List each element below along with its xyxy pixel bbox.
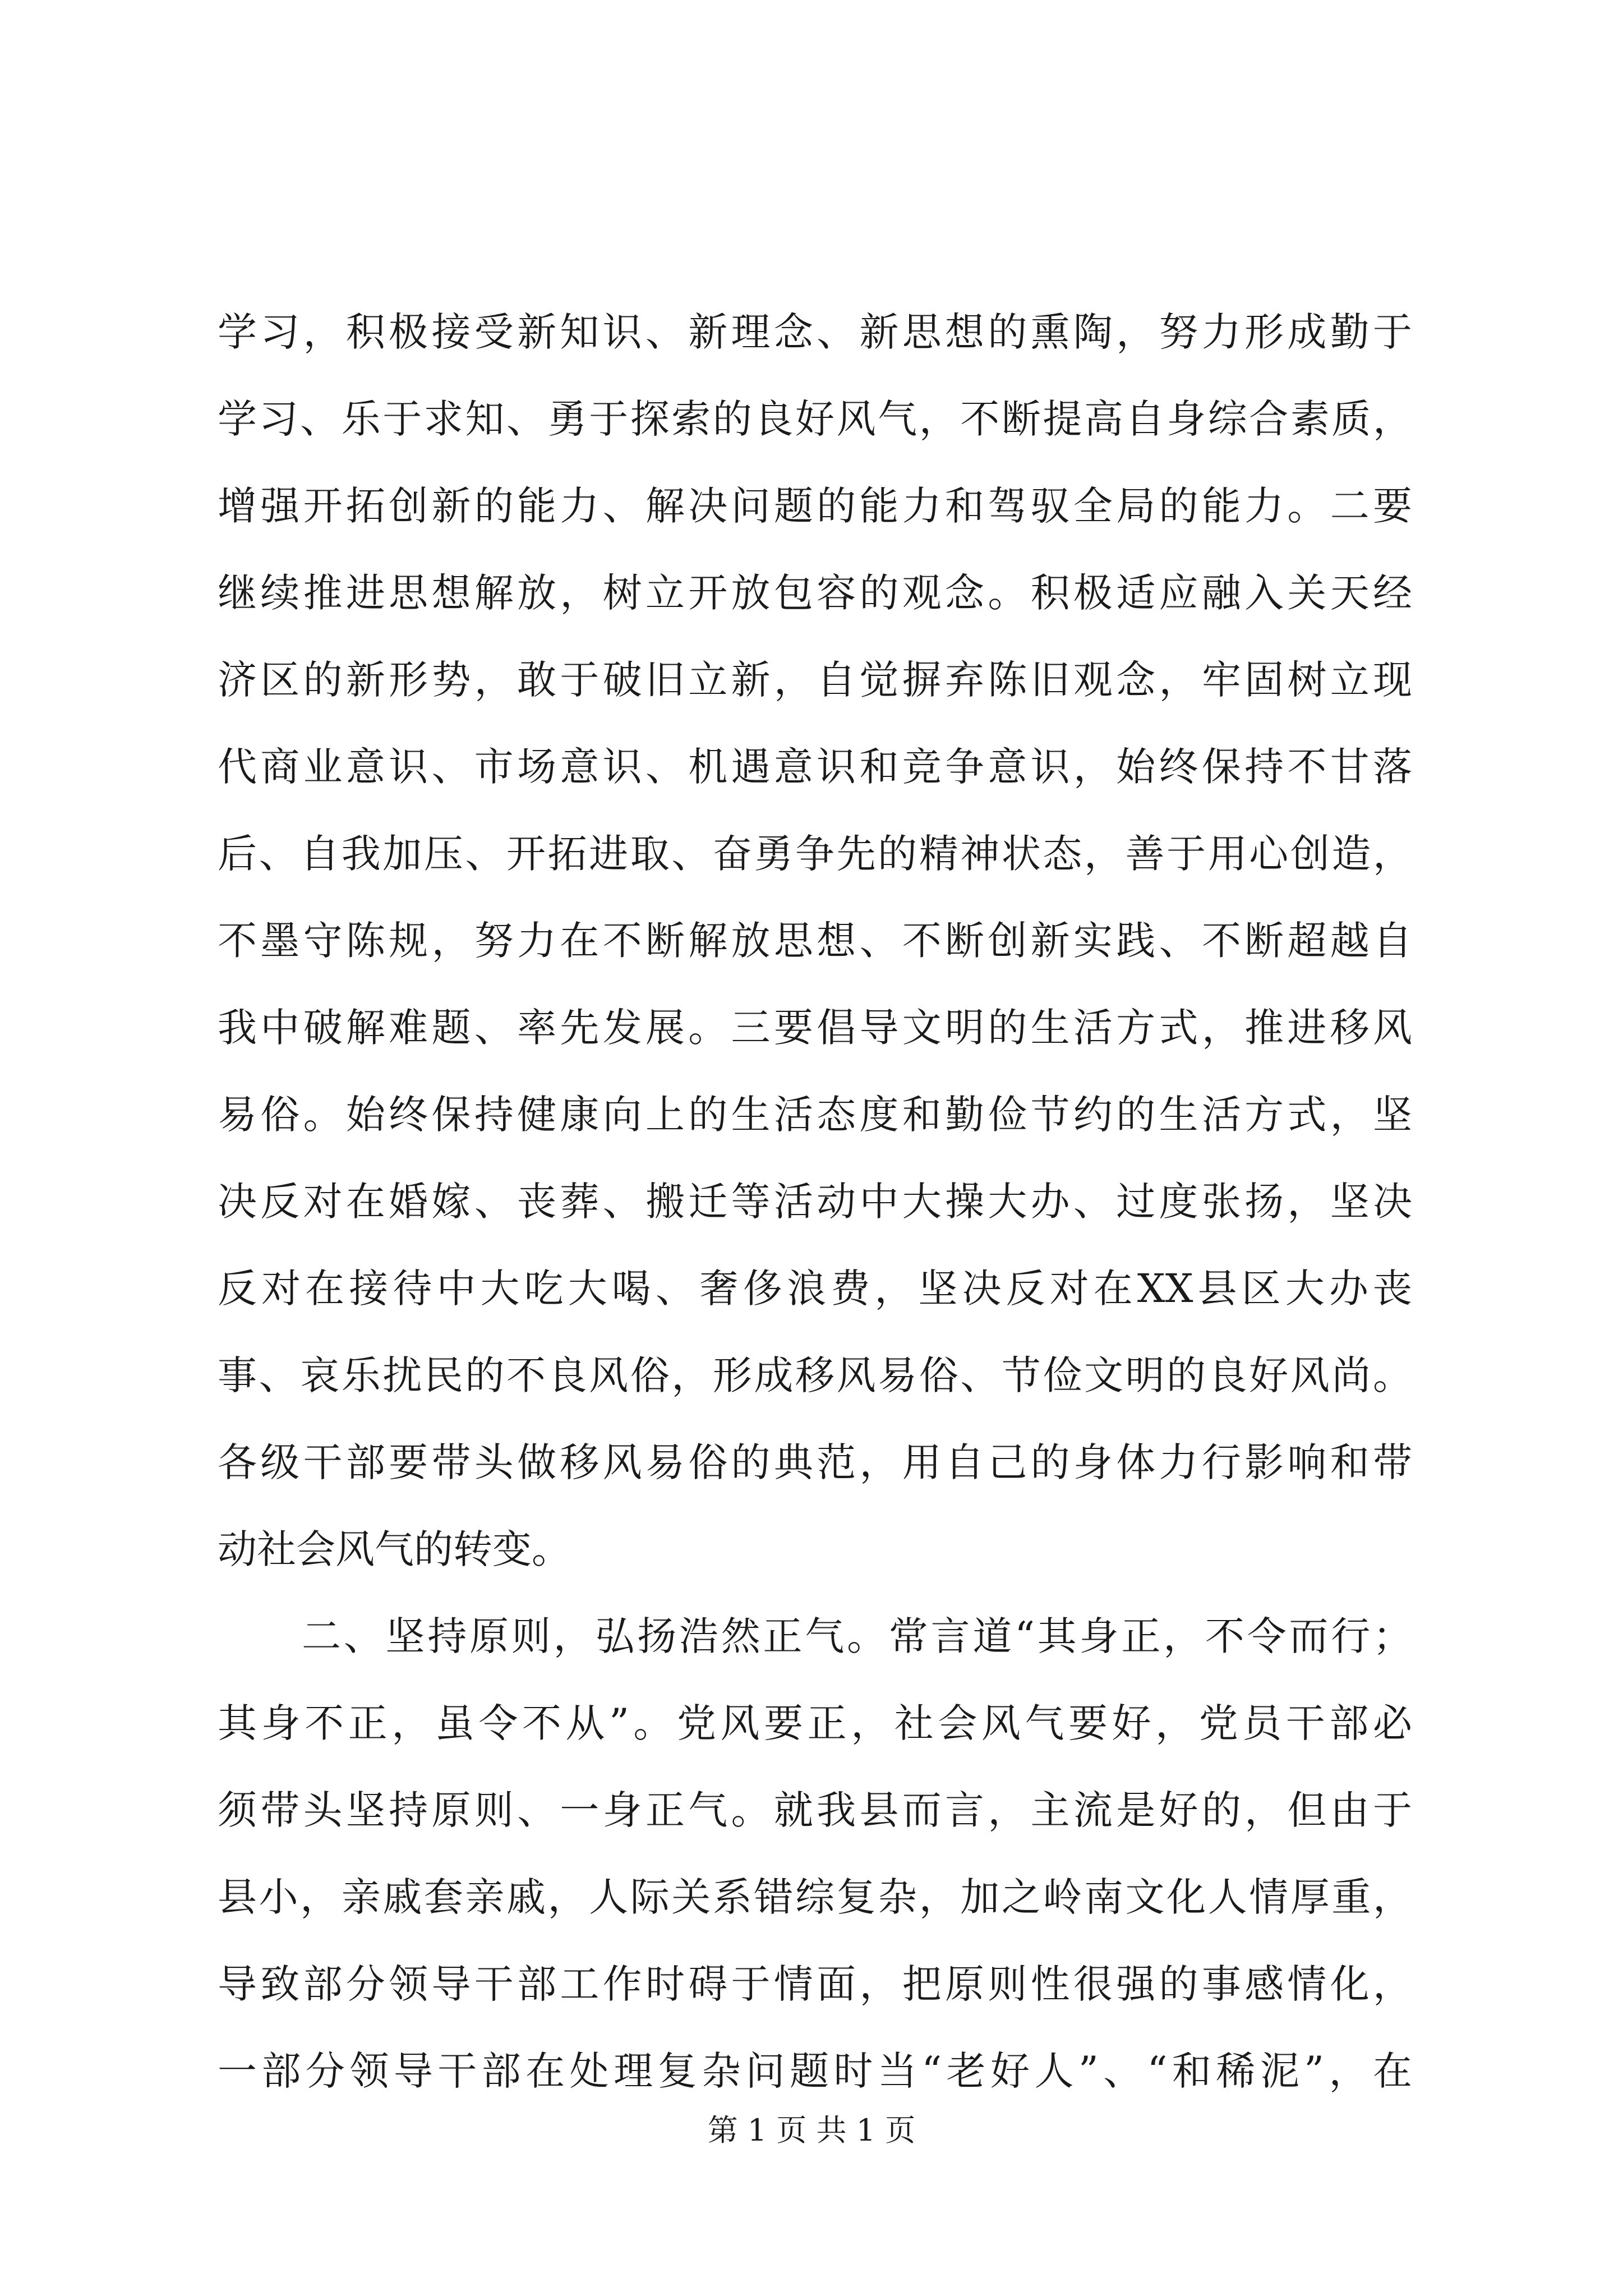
document-body [218,289,1412,2115]
text-line: 学习、乐于求知、勇于探索的良好风气，不断提高自身综合素质， [218,396,1412,442]
text-line: 济区的新形势，敢于破旧立新，自觉摒弃陈旧观念，牢固树立现 [218,657,1412,703]
text-line: 我中破解难题、率先发展。三要倡导文明的生活方式，推进移风 [218,1005,1412,1051]
text-line: 决反对在婚嫁、丧葬、搬迁等活动中大操大办、过度张扬，坚决 [218,1179,1412,1225]
text-line: 事、哀乐扰民的不良风俗，形成移风易俗、节俭文明的良好风尚。 [218,1352,1412,1398]
text-line: 增强开拓创新的能力、解决问题的能力和驾驭全局的能力。二要 [218,483,1412,529]
text-line-paragraph-end: 动社会风气的转变。 [218,1526,571,1572]
text-line: 导致部分领导干部工作时碍于情面，把原则性很强的事感情化， [218,1961,1412,2007]
text-line: 其身不正，虽令不从”。党风要正，社会风气要好，党员干部必 [218,1700,1412,1746]
text-line: 各级干部要带头做移风易俗的典范，用自己的身体力行影响和带 [218,1439,1412,1485]
page-footer: 第 1 页 共 1 页 [707,2113,916,2148]
text-line: 易俗。始终保持健康向上的生活态度和勤俭节约的生活方式，坚 [218,1092,1412,1138]
text-line: 县小，亲戚套亲戚，人际关系错综复杂，加之岭南文化人情厚重， [218,1874,1412,1920]
text-line-paragraph-start: 二、坚持原则，弘扬浩然正气。常言道“其身正，不令而行； [302,1613,1412,1659]
text-line: 一部分领导干部在处理复杂问题时当“老好人”、“和稀泥”，在 [218,2048,1412,2094]
text-line: 代商业意识、市场意识、机遇意识和竞争意识，始终保持不甘落 [218,744,1412,790]
text-line: 学习，积极接受新知识、新理念、新思想的熏陶，努力形成勤于 [218,309,1412,355]
text-line: 反对在接待中大吃大喝、奢侈浪费，坚决反对在XX县区大办丧 [218,1266,1412,1312]
text-line: 后、自我加压、开拓进取、奋勇争先的精神状态，善于用心创造， [218,831,1412,877]
text-line: 继续推进思想解放，树立开放包容的观念。积极适应融入关天经 [218,570,1412,616]
text-line: 须带头坚持原则、一身正气。就我县而言，主流是好的，但由于 [218,1787,1412,1833]
text-line: 不墨守陈规，努力在不断解放思想、不断创新实践、不断超越自 [218,918,1412,964]
